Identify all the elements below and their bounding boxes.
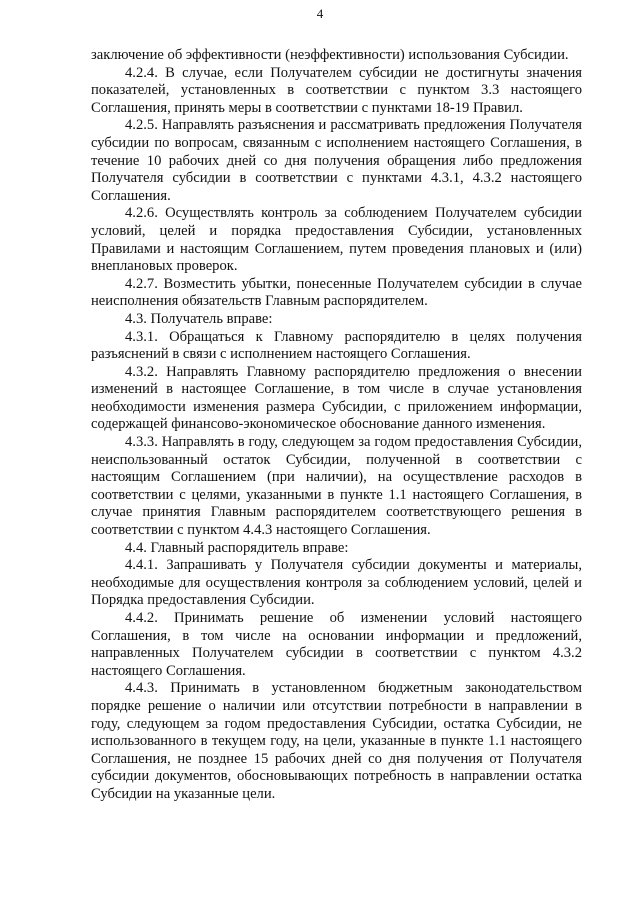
- paragraph-4-3-2: 4.3.2. Направлять Главному распорядителю предложения о внесении изменений в настоящее Соглашение, в том числе в случае установления необходимости изменения размера Субсидии, с приложением информации, содержащей финансово-экономическое обоснование данного изменения.: [91, 363, 582, 433]
- paragraph-4-3: 4.3. Получатель вправе:: [125, 310, 273, 327]
- paragraph-4-4-2: 4.4.2. Принимать решение об изменении условий настоящего Соглашения, в том числе на основании информации и предложений, направленных Получателем субсидии в соответствии с пунктом 4.3.2 настоящего Соглашения.: [91, 610, 582, 679]
- paragraph-4-2-4: 4.2.4. В случае, если Получателем субсидии не достигнуты значения показателей, установленных в соответствии с пунктом 3.3 настоящего Соглашения, принять меры в соответствии с пунктами 18-19 Правил.: [91, 64, 582, 116]
- paragraph-4-2-6: 4.2.6. Осуществлять контроль за соблюдением Получателем субсидии условий, целей и порядка предоставления Субсидии, установленных Правилами и настоящим Соглашением, путем проведения плановых и (или) внеплановых проверок.: [91, 205, 582, 275]
- paragraph-4-4-1: 4.4.1. Запрашивать у Получателя субсидии документы и материалы, необходимые для осуществления контроля за соблюдением условий, целей и Порядка предоставления Субсидии.: [91, 557, 582, 609]
- paragraph-4-2-5: 4.2.5. Направлять разъяснения и рассматривать предложения Получателя субсидии по вопросам, связанным с исполнением настоящего Соглашения, в течение 10 рабочих дней со дня получения обращения либо предложения Получателя субсидии в соответствии с пунктами 4.3.1, 4.3.2 настоящего Соглашения.: [91, 117, 582, 204]
- paragraph-4-3-3: 4.3.3. Направлять в году, следующем за годом предоставления Субсидии, неиспользованный остаток Субсидии, полученной в соответствии с настоящим Соглашением (при наличии), на осуществление расходов в соответствии с целями, указанными в пункте 1.1 настоящего Соглашения, в случае принятия Главным распорядителем соответствующего решения в соответствии с пунктом 4.4.3 настоящего Соглашения.: [91, 434, 582, 539]
- page-number: 4: [316, 6, 324, 21]
- document-body: [91, 47, 582, 804]
- paragraph-4-4-3: 4.4.3. Принимать в установленном бюджетным законодательством порядке решение о наличии или отсутствии потребности в направлении в году, следующем за годом предоставления Субсидии, остатка Субсидии, не использованного в текущем году, на цели, указанные в пункте 1.1 настоящего Соглашения, не позднее 15 рабочих дней со дня получения от Получателя субсидии документов, обосновывающих потребность в направлении остатка Субсидии на указанные цели.: [91, 680, 582, 802]
- paragraph-4-2-7: 4.2.7. Возместить убытки, понесенные Получателем субсидии в случае неисполнения обязательств Главным распорядителем.: [91, 275, 582, 310]
- paragraph-4-4: 4.4. Главный распорядитель вправе:: [125, 539, 349, 556]
- paragraph-continuation: заключение об эффективности (неэффективности) использования Субсидии.: [91, 47, 569, 63]
- paragraph-4-3-1: 4.3.1. Обращаться к Главному распорядителю в целях получения разъяснений в связи с исполнением настоящего Соглашения.: [91, 328, 582, 363]
